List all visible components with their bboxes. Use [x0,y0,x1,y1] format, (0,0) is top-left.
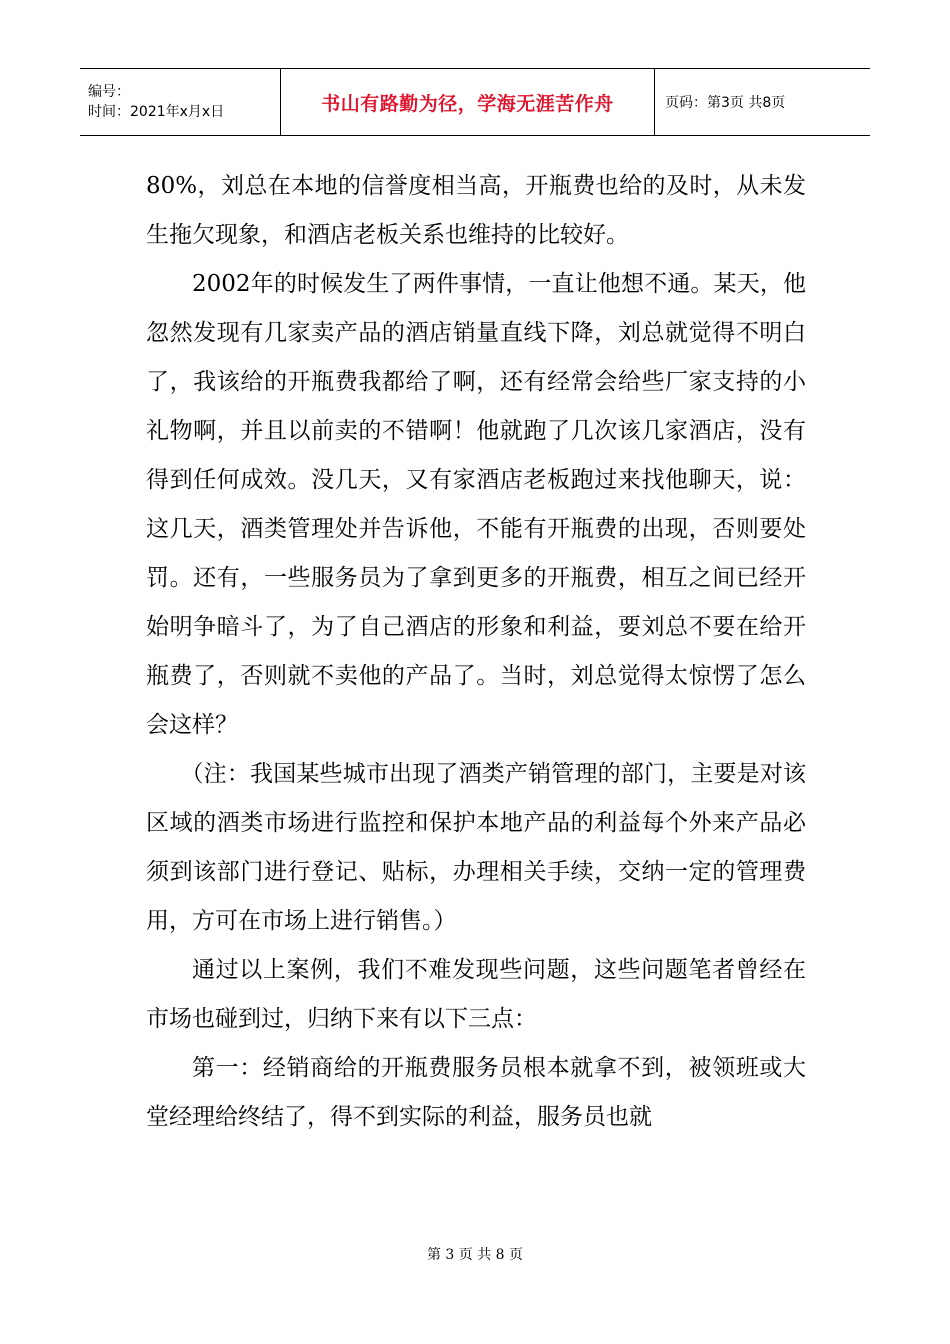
document-time-label: 时间：2021年x月x日 [88,104,225,120]
paragraph-summary-intro: 通过以上案例，我们不难发现些问题，这些问题笔者曾经在市场也碰到过，归纳下来有以下三点： [146,957,806,1032]
paragraph-point-one: 第一：经销商给的开瓶费服务员根本就拿不到，被领班或大堂经理给终结了，得不到实际的利益，服务员也就 [146,1055,806,1130]
page-header [80,68,870,136]
paragraph-continuation: 80%，刘总在本地的信誉度相当高，开瓶费也给的及时，从未发生拖欠现象，和酒店老板关系也维持的比较好。 [146,173,806,248]
document-body [146,162,806,1142]
page-footer: 第 3 页 共 8 页 [426,1247,524,1263]
paragraph-case-story: 2002年的时候发生了两件事情，一直让他想不通。某天，他忽然发现有几家卖产品的酒店销量直线下降，刘总就觉得不明白了，我该给的开瓶费我都给了啊，还有经常会给些厂家支持的小礼物啊，并且以前卖的不错啊！他就跑了几次该几家酒店，没有得到任何成效。没几天，又有家酒店老板跑过来找他聊天，说：这几天，酒类管理处并告诉他，不能有开瓶费的出现，否则要处罚。还有，一些服务员为了拿到更多的开瓶费，相互之间已经开始明争暗斗了，为了自己酒店的形象和利益，要刘总不要在给开瓶费了，否则就不卖他的产品了。当时，刘总觉得太惊愣了怎么会这样？ [146,271,806,738]
header-meta [80,69,281,135]
header-motto: 书山有路勤为径，学海无涯苦作舟 [281,69,655,135]
header-page-number: 页码：第3页 共8页 [665,95,786,111]
document-number-label: 编号： [88,84,130,100]
paragraph-note: （注：我国某些城市出现了酒类产销管理的部门，主要是对该区域的酒类市场进行监控和保护本地产品的利益每个外来产品必须到该部门进行登记、贴标，办理相关手续，交纳一定的管理费用，方可在市场上进行销售。） [146,761,806,934]
